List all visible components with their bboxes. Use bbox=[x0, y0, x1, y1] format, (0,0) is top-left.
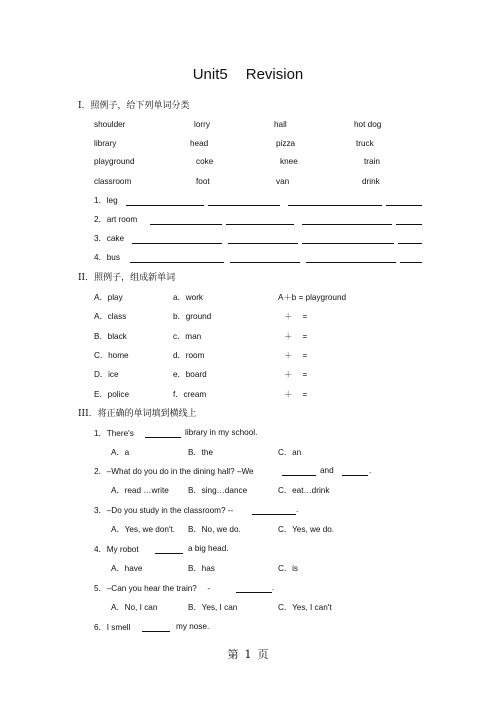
word-part-a: A．class bbox=[94, 312, 127, 321]
section1-heading: I．照例子，给下列单词分类 bbox=[78, 101, 190, 111]
option[interactable]: C．eat…drink bbox=[278, 486, 330, 495]
answer-blank[interactable] bbox=[396, 224, 422, 225]
question-3-text: 3．–Do you study in the classroom? -- bbox=[94, 506, 234, 515]
word-cell: truck bbox=[356, 139, 374, 148]
answer-blank[interactable] bbox=[142, 631, 170, 632]
title-word: Revision bbox=[245, 66, 304, 83]
footer-prefix: 第 bbox=[227, 648, 239, 661]
combine-blank[interactable]: ＋ = bbox=[284, 332, 308, 341]
question-5-end: . bbox=[272, 583, 275, 592]
classify-label: 4．bus bbox=[94, 253, 120, 262]
section2-heading: II．照例子，组成新单词 bbox=[78, 273, 176, 283]
word-cell: hot dog bbox=[354, 120, 382, 129]
option[interactable]: B．sing…dance bbox=[188, 486, 248, 495]
answer-blank[interactable] bbox=[400, 262, 422, 263]
option[interactable]: B．the bbox=[188, 448, 214, 457]
option[interactable]: A．a bbox=[111, 448, 130, 457]
option[interactable]: C．Yes, I can't bbox=[278, 603, 332, 612]
answer-blank[interactable] bbox=[155, 553, 183, 554]
word-cell: van bbox=[276, 177, 290, 186]
word-cell: library bbox=[94, 139, 117, 148]
word-cell: pizza bbox=[276, 139, 296, 148]
option[interactable]: A．read …write bbox=[111, 486, 169, 495]
question-2-end: . bbox=[369, 466, 372, 475]
answer-blank[interactable] bbox=[150, 224, 222, 225]
section3-heading: III．将正确的单词填到横线上 bbox=[78, 409, 197, 419]
option[interactable]: C．Yes, we do. bbox=[278, 525, 335, 534]
word-part-b: d．room bbox=[173, 351, 205, 360]
page-title bbox=[0, 66, 496, 83]
answer-blank[interactable] bbox=[302, 243, 394, 244]
option[interactable]: A．have bbox=[111, 564, 143, 573]
answer-blank[interactable] bbox=[226, 224, 294, 225]
answer-blank[interactable] bbox=[288, 205, 382, 206]
answer-blank[interactable] bbox=[302, 224, 392, 225]
word-cell: knee bbox=[280, 157, 298, 166]
answer-blank[interactable] bbox=[132, 243, 222, 244]
question-4-text: 4．My robot bbox=[94, 545, 139, 554]
option[interactable]: B．has bbox=[188, 564, 215, 573]
word-cell: shoulder bbox=[94, 120, 126, 129]
word-part-a: D．ice bbox=[94, 370, 119, 379]
word-cell: classroom bbox=[94, 177, 132, 186]
title-unit: Unit5 bbox=[192, 66, 228, 83]
question-3-end: . bbox=[296, 505, 299, 514]
combine-blank[interactable]: ＋ = bbox=[284, 390, 308, 399]
combine-example: A＋b = playground bbox=[278, 293, 347, 302]
option[interactable]: B．Yes, I can bbox=[188, 603, 238, 612]
word-cell: lorry bbox=[194, 120, 210, 129]
answer-blank[interactable] bbox=[208, 205, 280, 206]
answer-blank[interactable] bbox=[252, 514, 296, 515]
word-cell: playground bbox=[94, 157, 135, 166]
answer-blank[interactable] bbox=[236, 592, 272, 593]
question-5-text: 5．–Can you hear the train? - bbox=[94, 584, 211, 593]
word-part-a: B．black bbox=[94, 332, 127, 341]
question-2-and: and bbox=[320, 466, 334, 475]
classify-label: 3．cake bbox=[94, 234, 125, 243]
word-cell: hall bbox=[274, 120, 287, 129]
answer-blank[interactable] bbox=[306, 262, 396, 263]
word-cell: foot bbox=[196, 177, 210, 186]
answer-blank[interactable] bbox=[126, 205, 204, 206]
answer-blank[interactable] bbox=[145, 437, 181, 438]
answer-blank[interactable] bbox=[342, 475, 368, 476]
question-4-end: a big head. bbox=[188, 544, 229, 553]
answer-blank[interactable] bbox=[398, 243, 422, 244]
option[interactable]: C．an bbox=[278, 448, 302, 457]
word-part-a: E．police bbox=[94, 390, 130, 399]
question-6-end: my nose. bbox=[176, 622, 210, 631]
question-6-text: 6．I smell bbox=[94, 623, 131, 632]
option[interactable]: A．No, I can bbox=[111, 603, 158, 612]
word-part-b: b．ground bbox=[173, 312, 212, 321]
option[interactable]: C．is bbox=[278, 564, 299, 573]
word-part-b: e．board bbox=[173, 370, 207, 379]
answer-blank[interactable] bbox=[230, 262, 300, 263]
word-cell: drink bbox=[362, 177, 380, 186]
combine-blank[interactable]: ＋ = bbox=[284, 370, 308, 379]
question-1-text: 1．There's bbox=[94, 429, 134, 438]
answer-blank[interactable] bbox=[282, 475, 316, 476]
classify-label: 1．leg bbox=[94, 196, 118, 205]
word-cell: train bbox=[364, 157, 380, 166]
word-part-b: a．work bbox=[173, 293, 204, 302]
word-cell: head bbox=[190, 139, 209, 148]
page-number: 1 bbox=[244, 648, 252, 661]
combine-blank[interactable]: ＋ = bbox=[284, 312, 308, 321]
option[interactable]: B．No, we do. bbox=[188, 525, 241, 534]
word-part-a: C．home bbox=[94, 351, 129, 360]
question-2-text: 2．–What do you do in the dining hall? –We bbox=[94, 467, 254, 476]
word-part-b: c．man bbox=[173, 332, 202, 341]
word-part-b: f．cream bbox=[173, 390, 207, 399]
page-footer bbox=[0, 646, 496, 662]
option[interactable]: A．Yes, we don't. bbox=[111, 525, 176, 534]
combine-blank[interactable]: ＋ = bbox=[284, 351, 308, 360]
answer-blank[interactable] bbox=[386, 205, 422, 206]
answer-blank[interactable] bbox=[228, 243, 298, 244]
footer-suffix: 页 bbox=[257, 648, 269, 661]
classify-label: 2．art room bbox=[94, 215, 138, 224]
word-cell: coke bbox=[196, 157, 214, 166]
word-part-a: A．play bbox=[94, 293, 123, 302]
answer-blank[interactable] bbox=[130, 262, 224, 263]
question-1-text-end: library in my school. bbox=[185, 428, 258, 437]
